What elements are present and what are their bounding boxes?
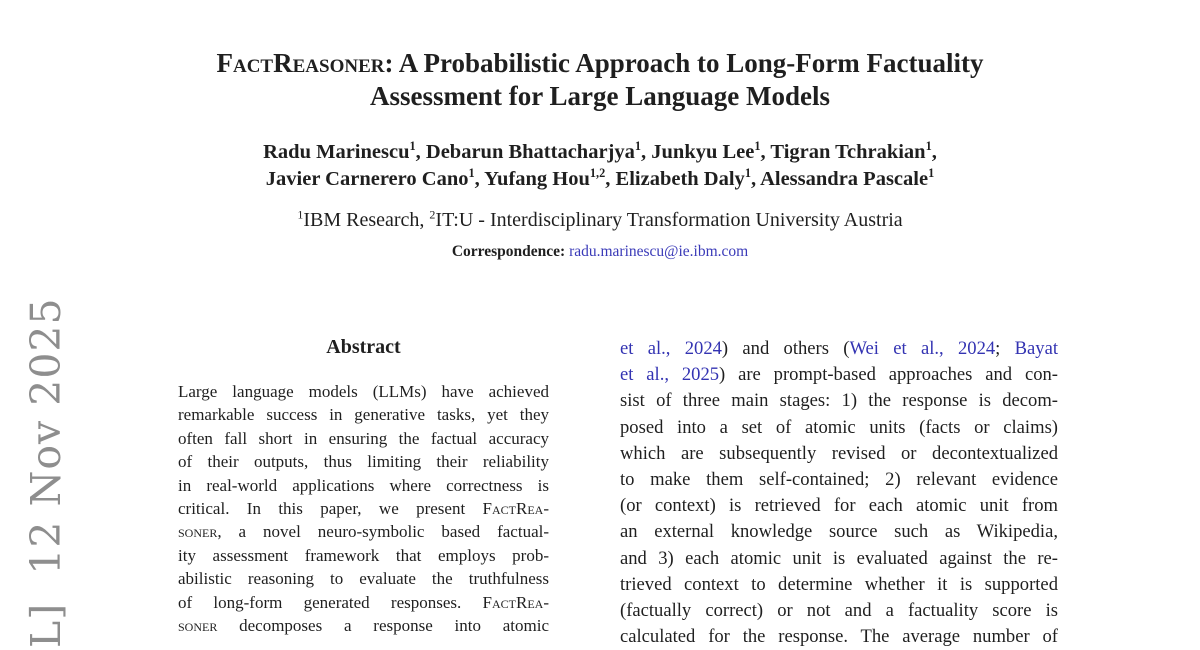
- text-segment: , a novel neuro-symbolic based factual-: [217, 522, 549, 542]
- text-segment: to make them self-contained; 2) relevant evidence: [620, 469, 1058, 491]
- arxiv-watermark: L] 12 Nov 2025: [22, 297, 70, 648]
- text-segment: Radu Marinescu: [263, 141, 410, 163]
- text-line: [620, 467, 1058, 493]
- text-segment: , Elizabeth Daly: [605, 168, 745, 190]
- affiliation-superscript: 1: [744, 166, 751, 181]
- text-line: [178, 591, 549, 614]
- text-segment: soner: [178, 522, 218, 542]
- text-line: [178, 450, 549, 473]
- text-line: [620, 388, 1058, 414]
- text-segment: often fall short in ensuring the factual accuracy: [178, 428, 549, 448]
- text-line: [620, 519, 1058, 545]
- authors-line1: [0, 139, 1200, 166]
- affiliation-superscript: 1: [928, 166, 935, 181]
- text-segment: FactRea-: [482, 592, 549, 612]
- citation-link[interactable]: et al., 2024: [620, 338, 722, 359]
- affiliation-line: [0, 207, 1200, 233]
- text-segment: trieved context to determine whether it is supported: [620, 573, 1058, 595]
- paper-title-line1: [0, 47, 1200, 80]
- text-line: [620, 624, 1058, 650]
- text-line: [178, 520, 549, 543]
- text-line: [620, 362, 1058, 388]
- text-segment: posed into a set of atomic units (facts or claims): [620, 416, 1058, 438]
- text-segment: IT:U - Interdisciplinary Transformation University Austria: [435, 209, 903, 231]
- text-line: [620, 336, 1058, 362]
- text-segment: , Junkyu Lee: [641, 141, 755, 163]
- text-segment: calculated for the response. The average number of: [620, 626, 1058, 648]
- text-segment: critical. In this paper, we present: [178, 499, 483, 519]
- text-segment: , Tigran Tchrakian: [760, 141, 926, 163]
- text-segment: (or context) is retrieved for each atomic unit from: [620, 495, 1058, 517]
- author-list: [0, 139, 1200, 193]
- text-segment: , Alessandra Pascale: [750, 168, 929, 190]
- text-segment: of long-form generated responses.: [178, 592, 483, 612]
- text-line: [178, 544, 549, 567]
- paper-title: [0, 47, 1200, 113]
- text-segment: , Yufang Hou: [474, 168, 590, 190]
- paper-title-line1-rest: A Probabilistic Approach to Long-Form Factuality: [393, 48, 984, 78]
- correspondence-email-link[interactable]: radu.marinescu@ie.ibm.com: [569, 243, 749, 260]
- affiliation-superscript: 2: [429, 207, 436, 222]
- text-segment: Large language models (LLMs) have achieved: [178, 382, 549, 401]
- text-segment: soner: [178, 616, 218, 636]
- text-line: [178, 380, 549, 403]
- affiliation-superscript: 1: [297, 207, 304, 222]
- text-line: [620, 598, 1058, 624]
- text-segment: ) and others (: [721, 338, 850, 359]
- text-segment: , Debarun Bhattacharjya: [415, 141, 635, 163]
- text-segment: IBM Research,: [303, 209, 430, 231]
- text-segment: in real-world applications where correctness is: [178, 475, 549, 495]
- authors-line2: [0, 166, 1200, 193]
- text-line: [620, 572, 1058, 598]
- affiliation-superscript: 1: [409, 139, 416, 154]
- correspondence-line: [0, 242, 1200, 262]
- affiliation-superscript: 1: [634, 139, 642, 154]
- affiliation-superscript: 1: [754, 139, 761, 154]
- text-line: [178, 427, 549, 450]
- abstract-body: [178, 380, 549, 637]
- text-segment: ,: [931, 141, 937, 163]
- introduction-column: [620, 336, 1058, 650]
- citation-link[interactable]: Wei et al., 2024: [849, 338, 996, 359]
- text-line: [620, 546, 1058, 572]
- text-line: [178, 403, 549, 426]
- correspondence-label: Correspondence:: [451, 243, 566, 260]
- affiliation-superscript: 1: [468, 166, 475, 181]
- text-line: [178, 567, 549, 590]
- text-segment: ity assessment framework that employs prob-: [178, 545, 549, 565]
- text-segment: which are subsequently revised or decontextualized: [620, 442, 1058, 464]
- text-segment: ) are prompt-based approaches and con-: [719, 364, 1058, 386]
- text-line: [178, 474, 549, 497]
- abstract-heading: Abstract: [326, 336, 401, 358]
- text-segment: (factually correct) or not and a factuality score is: [620, 600, 1058, 622]
- text-line: [620, 441, 1058, 467]
- text-segment: FactRea-: [482, 499, 549, 519]
- text-line: [178, 614, 549, 637]
- affiliation-superscript: 1,2: [589, 166, 606, 181]
- text-segment: Javier Carnerero Cano: [265, 168, 469, 190]
- text-line: [178, 497, 549, 520]
- text-line: [620, 493, 1058, 519]
- text-segment: remarkable success in generative tasks, yet they: [178, 405, 549, 425]
- text-segment: decomposes a response into atomic: [217, 616, 549, 636]
- text-segment: of their outputs, thus limiting their reliability: [178, 452, 549, 472]
- paper-title-smallcaps: FactReasoner:: [216, 48, 394, 78]
- text-segment: and 3) each atomic unit is evaluated against the re-: [620, 547, 1058, 569]
- citation-link[interactable]: Bayat: [1014, 338, 1059, 359]
- text-line: [620, 415, 1058, 441]
- text-segment: ;: [995, 338, 1015, 359]
- text-segment: sist of three main stages: 1) the response is decom-: [620, 390, 1058, 412]
- paper-title-line2: Assessment for Large Language Models: [370, 81, 830, 111]
- text-segment: abilistic reasoning to evaluate the truthfulness: [178, 569, 549, 589]
- citation-link[interactable]: et al., 2025: [620, 364, 720, 386]
- affiliation-superscript: 1: [925, 139, 932, 154]
- text-segment: an external knowledge source such as Wikipedia,: [620, 521, 1058, 543]
